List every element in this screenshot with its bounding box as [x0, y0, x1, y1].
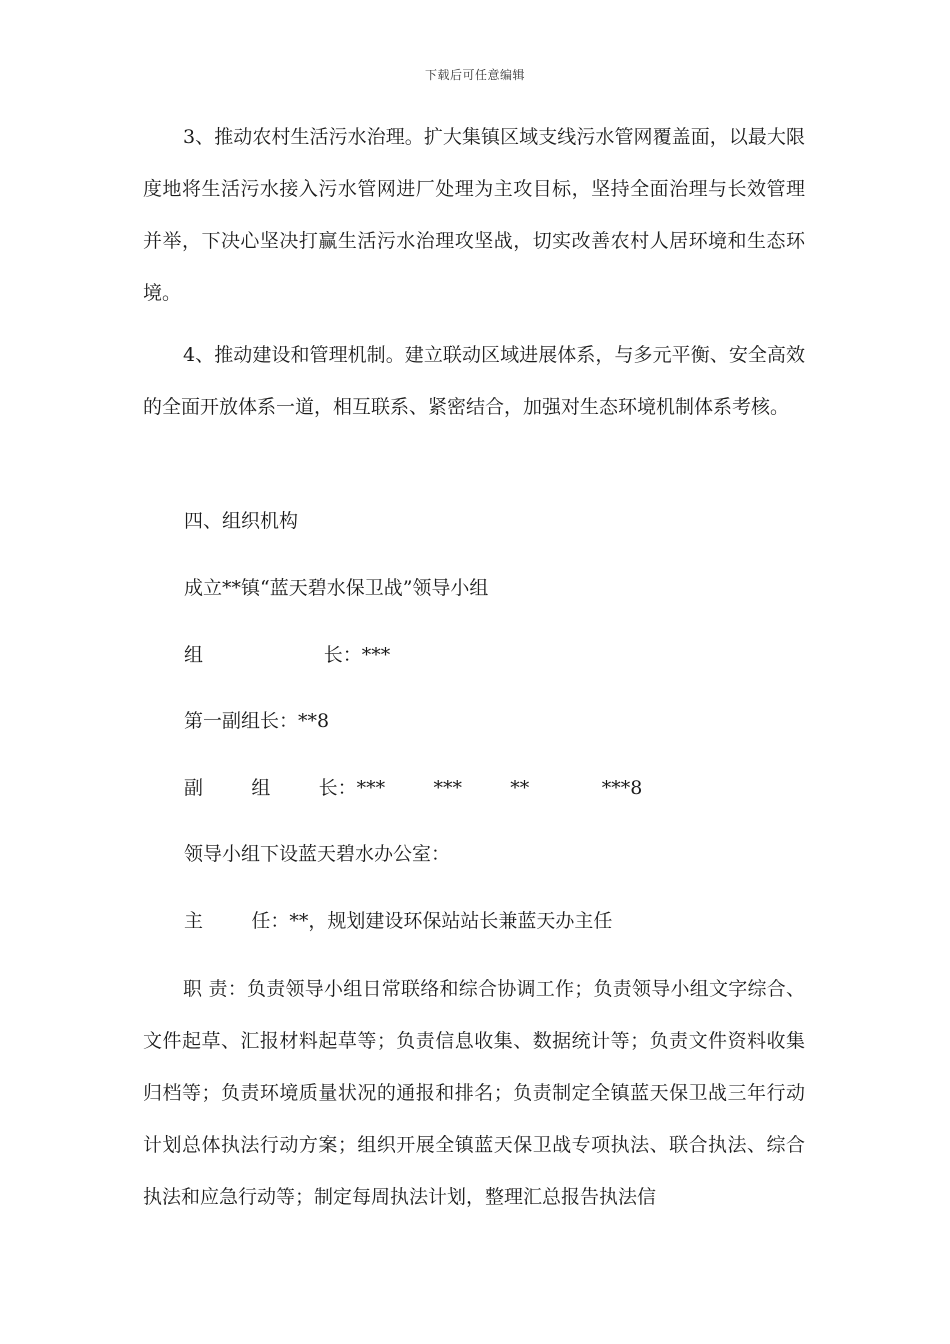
paragraph-item-4: 4、推动建设和管理机制。建立联动区域进展体系，与多元平衡、安全高效的全面开放体系一道，相互联系、紧密结合，加强对生态环境机制体系考核。	[143, 344, 805, 418]
paragraph-item-3: 3、推动农村生活污水治理。扩大集镇区域支线污水管网覆盖面，以最大限度地将生活污水接入污水管网进厂处理为主攻目标，坚持全面治理与长效管理并举，下决心坚决打赢生活污水治理攻坚战，切实改善农村人居环境和生态环境。	[143, 126, 805, 304]
director-line: 主 任：**，规划建设环保站站长兼蓝天办主任	[184, 910, 613, 932]
section-heading: 四、组织机构	[184, 510, 299, 532]
deputies-line: 副 组 长：*** *** ** ***8	[184, 777, 643, 799]
office-intro: 领导小组下设蓝天碧水办公室：	[184, 843, 451, 865]
duties-paragraph: 职 责：负责领导小组日常联络和综合协调工作；负责领导小组文字综合、文件起草、汇报材料起草等；负责信息收集、数据统计等；负责文件资料收集归档等；负责环境质量状况的通报和排名；负责制定全镇蓝天保卫战三年行动计划总体执法行动方案；组织开展全镇蓝天保卫战专项执法、联合执法、综合执法和应急行动等；制定每周执法计划，整理汇总报告执法信	[143, 978, 805, 1208]
first-deputy-line: 第一副组长：**8	[184, 710, 330, 732]
group-intro: 成立**镇“蓝天碧水保卫战”领导小组	[184, 577, 489, 599]
leader-line: 组 长：***	[184, 644, 391, 666]
header-note: 下载后可任意编辑	[424, 68, 525, 82]
